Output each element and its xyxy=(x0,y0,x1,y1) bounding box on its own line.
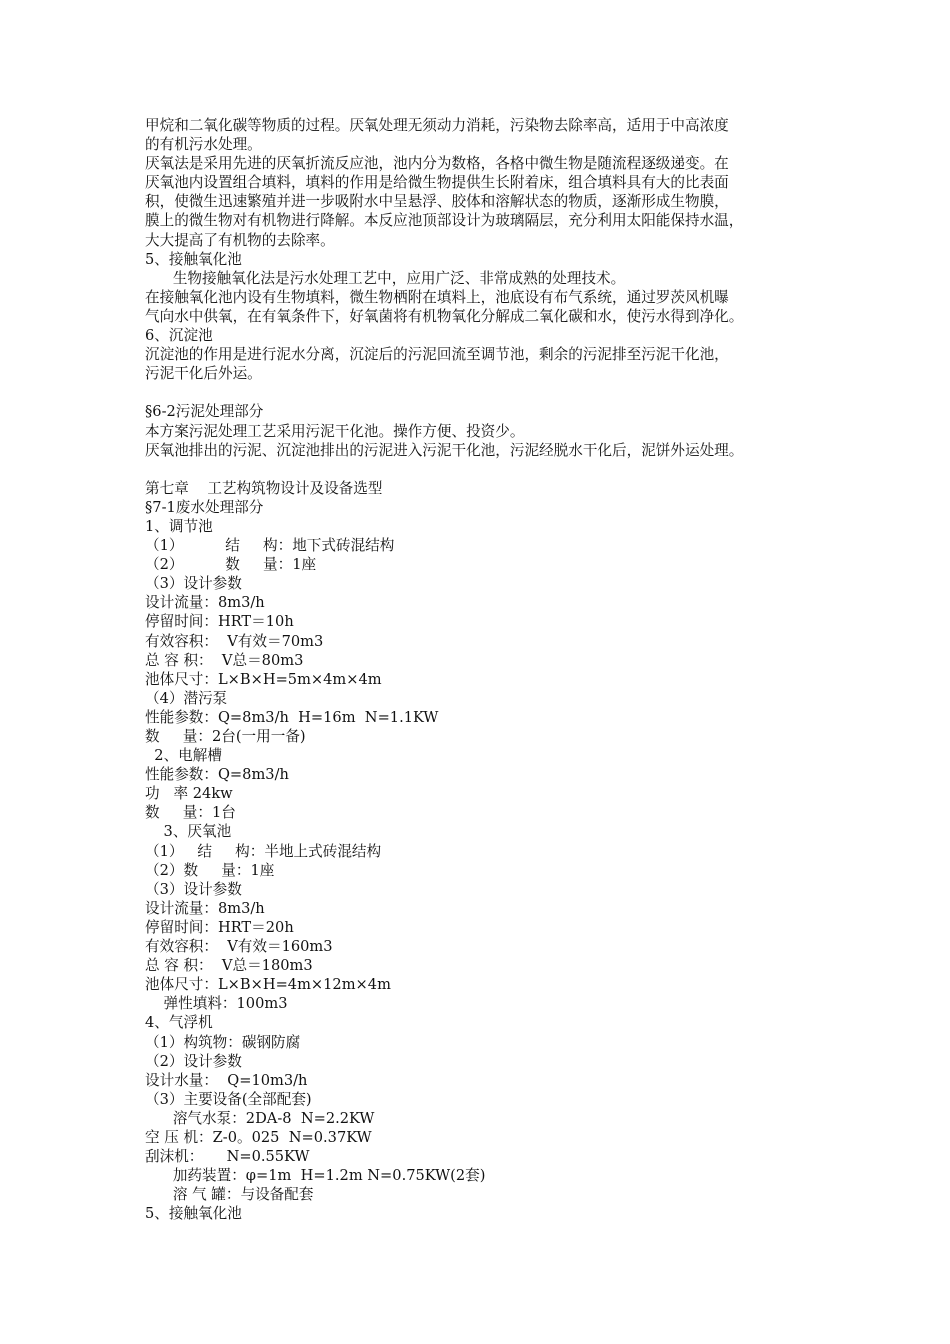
text-line: （2）数 量：1座 xyxy=(145,861,275,879)
text-line: 气向水中供氧，在有氧条件下，好氧菌将有机物氧化分解成二氧化碳和水，使污水得到净化。 xyxy=(145,307,744,325)
text-line: 的有机污水处理。 xyxy=(145,136,262,154)
text-line: （4）潜污泵 xyxy=(145,689,228,707)
text-line: （3）设计参数 xyxy=(145,575,242,593)
text-line: 弹性填料：100m3 xyxy=(145,995,288,1013)
text-line: 刮沫机： N=0.55KW xyxy=(145,1148,310,1166)
text-line: 厌氧法是采用先进的厌氧折流反应池，池内分为数格，各格中微生物是随流程逐级递变。在 xyxy=(145,155,729,173)
text-line: （2）设计参数 xyxy=(145,1052,242,1070)
text-line: 在接触氧化池内设有生物填料，微生物栖附在填料上，池底设有布气系统，通过罗茨风机曝 xyxy=(145,288,729,306)
text-line: 污泥干化后外运。 xyxy=(145,365,262,383)
text-line: 溶气水泵：2DA-8 N=2.2KW xyxy=(145,1109,375,1127)
text-line: 总 容 积： V总＝80m3 xyxy=(145,651,304,669)
text-line: （1） 结 构：半地上式砖混结构 xyxy=(145,842,382,860)
text-line: 5、接触氧化池 xyxy=(145,1205,242,1223)
text-line: 性能参数：Q=8m3/h xyxy=(145,766,289,784)
text-line: 第七章 工艺构筑物设计及设备选型 xyxy=(145,479,383,497)
text-line: 生物接触氧化法是污水处理工艺中，应用广泛、非常成熟的处理技术。 xyxy=(145,269,626,287)
text-line: 大大提高了有机物的去除率。 xyxy=(145,231,335,249)
text-line: 池体尺寸：L×B×H=4m×12m×4m xyxy=(145,976,391,994)
text-line: 空 压 机：Z-0。025 N=0.37KW xyxy=(145,1128,372,1146)
text-line: （3）主要设备(全部配套) xyxy=(145,1090,312,1108)
text-line: 4、气浮机 xyxy=(145,1014,213,1032)
text-line: 停留时间：HRT＝10h xyxy=(145,613,294,631)
text-line: 停留时间：HRT＝20h xyxy=(145,918,294,936)
text-line: （2） 数 量：1座 xyxy=(145,556,317,574)
text-line: §6-2污泥处理部分 xyxy=(145,403,264,421)
text-line: 厌氧池内设置组合填料，填料的作用是给微生物提供生长附着床，组合填料具有大的比表面 xyxy=(145,174,729,192)
text-line: 积，使微生迅速繁殖并进一步吸附水中呈悬浮、胶体和溶解状态的物质，逐渐形成生物膜， xyxy=(145,193,729,211)
blank-line xyxy=(145,383,815,402)
blank-line xyxy=(145,460,815,479)
text-line: 数 量：1台 xyxy=(145,804,236,822)
text-line: 本方案污泥处理工艺采用污泥干化池。操作方便、投资少。 xyxy=(145,422,525,440)
text-line: （1） 结 构：地下式砖混结构 xyxy=(145,537,395,555)
text-line: （1）构筑物：碳钢防腐 xyxy=(145,1033,301,1051)
text-line: 厌氧池排出的污泥、沉淀池排出的污泥进入污泥干化池，污泥经脱水干化后，泥饼外运处理。 xyxy=(145,441,744,459)
text-line: 膜上的微生物对有机物进行降解。本反应池顶部设计为玻璃隔层，充分利用太阳能保持水温， xyxy=(145,212,744,230)
text-line: §7-1废水处理部分 xyxy=(145,498,264,516)
text-line: 甲烷和二氧化碳等物质的过程。厌氧处理无须动力消耗，污染物去除率高，适用于中高浓度 xyxy=(145,117,729,134)
text-line: 设计水量： Q=10m3/h xyxy=(145,1071,308,1089)
text-line: （3）设计参数 xyxy=(145,880,242,898)
text-line: 3、厌氧池 xyxy=(145,823,232,841)
text-line: 有效容积： V有效＝70m3 xyxy=(145,632,324,650)
text-line: 有效容积： V有效＝160m3 xyxy=(145,938,333,956)
text-line: 1、调节池 xyxy=(145,517,213,535)
document-body xyxy=(145,116,815,1223)
text-line: 沉淀池的作用是进行泥水分离，沉淀后的污泥回流至调节池，剩余的污泥排至污泥干化池， xyxy=(145,346,729,364)
text-line: 设计流量：8m3/h xyxy=(145,899,265,917)
text-line: 池体尺寸：L×B×H=5m×4m×4m xyxy=(145,670,382,688)
text-line: 性能参数：Q=8m3/h H=16m N=1.1KW xyxy=(145,708,439,726)
text-line: 总 容 积： V总＝180m3 xyxy=(145,957,313,975)
text-line: 数 量：2台(一用一备) xyxy=(145,728,306,745)
text-line: 6、沉淀池 xyxy=(145,327,213,345)
text-line: 加药装置：φ=1m H=1.2m N=0.75KW(2套) xyxy=(145,1167,486,1185)
text-line: 溶 气 罐：与设备配套 xyxy=(145,1186,314,1204)
text-line: 设计流量：8m3/h xyxy=(145,594,265,612)
text-line: 2、电解槽 xyxy=(145,747,222,765)
text-line: 功 率 24kw xyxy=(145,785,233,803)
text-line: 5、接触氧化池 xyxy=(145,250,242,268)
